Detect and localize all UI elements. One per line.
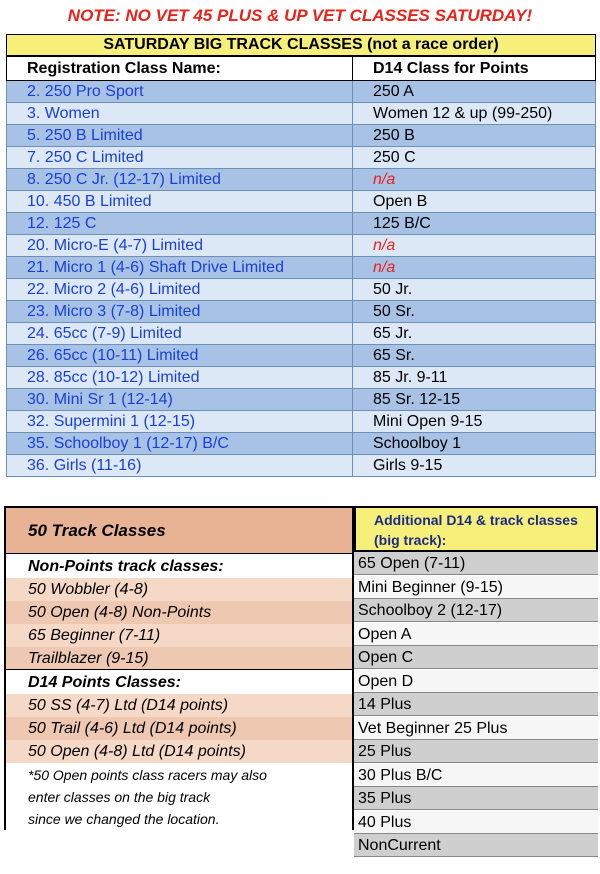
table-header-row — [7, 57, 596, 81]
fifty-track-title: 50 Track Classes — [6, 508, 352, 554]
list-item: Open A — [354, 623, 598, 646]
list-item: 50 Wobbler (4-8) — [6, 578, 352, 601]
table-row — [7, 81, 596, 103]
registration-class-cell: 32. Supermini 1 (12-15) — [7, 411, 353, 433]
col-registration-header: Registration Class Name: — [7, 57, 353, 81]
table-row — [7, 125, 596, 147]
list-item: Schoolboy 2 (12-17) — [354, 599, 598, 622]
table-row — [7, 367, 596, 389]
points-class-cell: n/a — [353, 235, 596, 257]
points-class-cell: 65 Jr. — [353, 323, 596, 345]
list-item: NonCurrent — [354, 834, 598, 857]
registration-class-cell: 28. 85cc (10-12) Limited — [7, 367, 353, 389]
list-item: 65 Beginner (7-11) — [6, 624, 352, 647]
points-class-cell: 250 B — [353, 125, 596, 147]
registration-class-cell: 2. 250 Pro Sport — [7, 81, 353, 103]
points-class-cell: n/a — [353, 257, 596, 279]
table-row — [7, 191, 596, 213]
table-row — [7, 301, 596, 323]
registration-class-cell: 10. 450 B Limited — [7, 191, 353, 213]
list-item: 50 Open (4-8) Non-Points — [6, 601, 352, 624]
additional-classes-header — [354, 506, 598, 552]
table-row — [7, 279, 596, 301]
table-row — [7, 235, 596, 257]
registration-class-cell: 21. Micro 1 (4-6) Shaft Drive Limited — [7, 257, 353, 279]
points-class-cell: 85 Sr. 12-15 — [353, 389, 596, 411]
list-item: 35 Plus — [354, 787, 598, 810]
list-item: 14 Plus — [354, 693, 598, 716]
table-row — [7, 257, 596, 279]
table-row — [7, 323, 596, 345]
points-class-cell: 85 Jr. 9-11 — [353, 367, 596, 389]
registration-class-cell: 3. Women — [7, 103, 353, 125]
registration-class-cell: 8. 250 C Jr. (12-17) Limited — [7, 169, 353, 191]
additional-title-line2: (big track): — [374, 532, 447, 548]
list-item: 50 Trail (4-6) Ltd (D14 points) — [6, 717, 352, 740]
list-item: Open C — [354, 646, 598, 669]
registration-class-cell: 26. 65cc (10-11) Limited — [7, 345, 353, 367]
nonpoints-header: Non-Points track classes: — [6, 555, 352, 578]
registration-class-cell: 7. 250 C Limited — [7, 147, 353, 169]
points-class-cell: 50 Sr. — [353, 301, 596, 323]
additional-title-line1: Additional D14 & track classes — [374, 512, 578, 528]
registration-class-cell: 36. Girls (11-16) — [7, 455, 353, 477]
table-row — [7, 103, 596, 125]
registration-class-cell: 12. 125 C — [7, 213, 353, 235]
footnote-line: enter classes on the big track — [6, 786, 352, 808]
registration-class-cell: 5. 250 B Limited — [7, 125, 353, 147]
points-header: D14 Points Classes: — [6, 671, 352, 694]
points-class-cell: 250 A — [353, 81, 596, 103]
list-item: Mini Beginner (9-15) — [354, 576, 598, 599]
registration-class-cell: 23. Micro 3 (7-8) Limited — [7, 301, 353, 323]
list-item: 25 Plus — [354, 740, 598, 763]
list-item: 65 Open (7-11) — [354, 552, 598, 575]
list-item: 30 Plus B/C — [354, 764, 598, 787]
col-points-header: D14 Class for Points — [353, 57, 596, 81]
table-row — [7, 345, 596, 367]
fifty-track-panel — [4, 506, 354, 830]
footnote-line: since we changed the location. — [6, 808, 352, 830]
registration-class-cell: 22. Micro 2 (4-6) Limited — [7, 279, 353, 301]
registration-class-cell: 35. Schoolboy 1 (12-17) B/C — [7, 433, 353, 455]
points-class-cell: Women 12 & up (99-250) — [353, 103, 596, 125]
table-row — [7, 213, 596, 235]
points-class-cell: Girls 9-15 — [353, 455, 596, 477]
list-item: Vet Beginner 25 Plus — [354, 717, 598, 740]
points-class-cell: Schoolboy 1 — [353, 433, 596, 455]
list-item: 50 SS (4-7) Ltd (D14 points) — [6, 694, 352, 717]
registration-class-cell: 24. 65cc (7-9) Limited — [7, 323, 353, 345]
points-class-cell: Open B — [353, 191, 596, 213]
table-row — [7, 389, 596, 411]
table-row — [7, 455, 596, 477]
list-item: 40 Plus — [354, 811, 598, 834]
points-class-cell: 125 B/C — [353, 213, 596, 235]
note-banner: NOTE: NO VET 45 PLUS & UP VET CLASSES SATURDAY! — [67, 6, 533, 25]
saturday-classes-table — [6, 56, 596, 477]
list-item: Open D — [354, 670, 598, 693]
saturday-classes-header: SATURDAY BIG TRACK CLASSES (not a race order) — [6, 34, 596, 56]
points-class-cell: Mini Open 9-15 — [353, 411, 596, 433]
footnote-line: *50 Open points class racers may also — [6, 764, 352, 786]
list-item: 50 Open (4-8) Ltd (D14 points) — [6, 740, 352, 763]
registration-class-cell: 30. Mini Sr 1 (12-14) — [7, 389, 353, 411]
points-class-cell: 250 C — [353, 147, 596, 169]
points-class-cell: n/a — [353, 169, 596, 191]
list-item: Trailblazer (9-15) — [6, 647, 352, 670]
table-row — [7, 169, 596, 191]
table-row — [7, 147, 596, 169]
table-row — [7, 433, 596, 455]
points-class-cell: 65 Sr. — [353, 345, 596, 367]
table-row — [7, 411, 596, 433]
registration-class-cell: 20. Micro-E (4-7) Limited — [7, 235, 353, 257]
points-class-cell: 50 Jr. — [353, 279, 596, 301]
